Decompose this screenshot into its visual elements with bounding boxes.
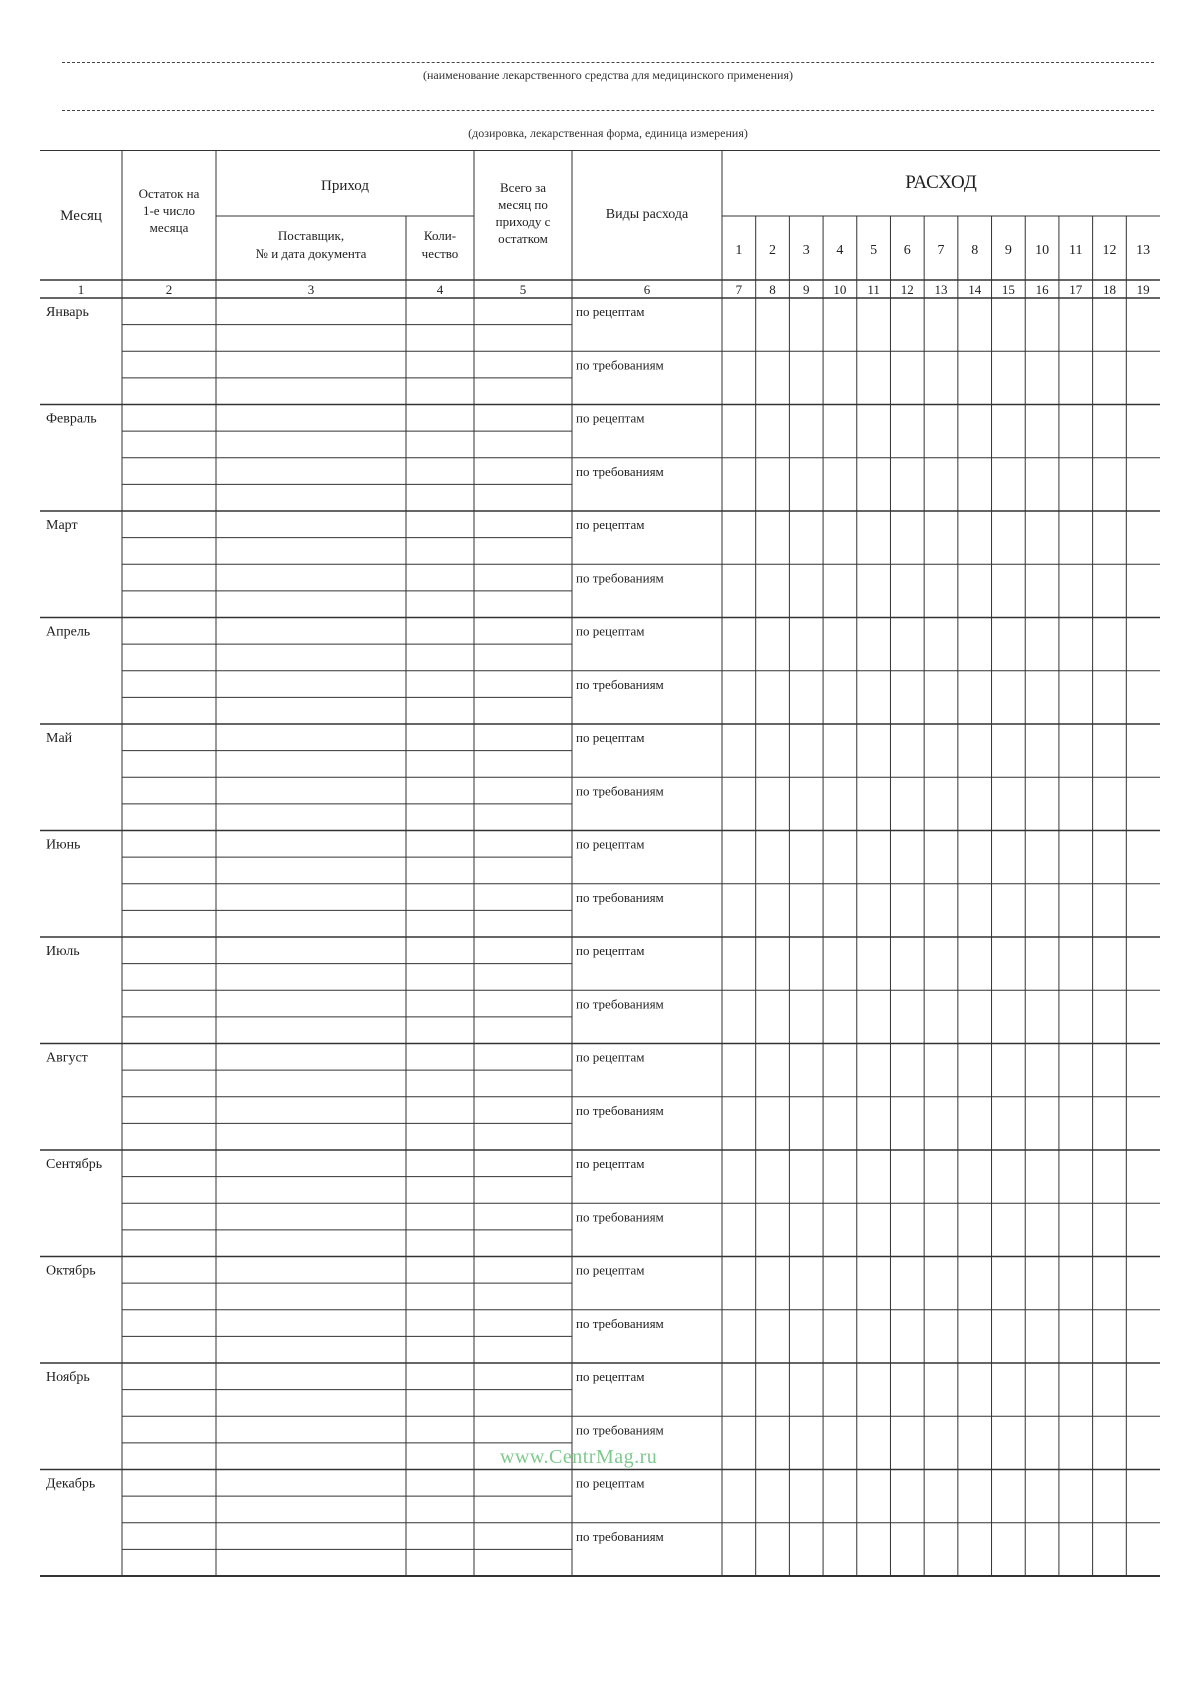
month-label: Июнь xyxy=(46,837,81,853)
expense-kind-requisitions: по требованиям xyxy=(576,1528,664,1544)
header-quantity: чество xyxy=(421,246,459,261)
column-number: 2 xyxy=(165,282,173,297)
header-total: остатком xyxy=(498,231,548,246)
expense-kind-requisitions: по требованиям xyxy=(576,783,664,799)
column-number: 4 xyxy=(436,282,444,297)
expense-kind-requisitions: по требованиям xyxy=(576,570,664,586)
column-number: 7 xyxy=(735,282,743,297)
expense-kind-prescriptions: по рецептам xyxy=(576,1369,645,1384)
column-number: 13 xyxy=(934,282,948,297)
month-label: Январь xyxy=(46,305,89,320)
expense-kind-prescriptions: по рецептам xyxy=(576,730,645,745)
expense-col-label: 1 xyxy=(735,243,743,258)
expense-col-label: 6 xyxy=(903,243,911,258)
column-number: 17 xyxy=(1069,282,1083,297)
column-number: 16 xyxy=(1035,282,1049,297)
column-number: 15 xyxy=(1001,282,1015,297)
header-month: Месяц xyxy=(60,208,102,224)
expense-kind-prescriptions: по рецептам xyxy=(576,1156,645,1171)
expense-col-label: 2 xyxy=(769,243,777,258)
header-balance: месяца xyxy=(149,220,189,235)
ledger-table xyxy=(40,150,1160,1646)
column-number: 14 xyxy=(968,282,982,297)
header-expense-types: Виды расхода xyxy=(605,207,689,222)
expense-col-label: 12 xyxy=(1102,243,1117,258)
expense-kind-prescriptions: по рецептам xyxy=(576,304,645,319)
column-number: 1 xyxy=(77,282,85,297)
expense-kind-prescriptions: по рецептам xyxy=(576,1049,645,1065)
expense-col-label: 11 xyxy=(1069,243,1083,258)
column-number: 3 xyxy=(307,282,315,297)
expense-col-label: 8 xyxy=(971,243,979,258)
month-label: Ноябрь xyxy=(46,1370,90,1385)
header-supplier: Поставщик, xyxy=(277,228,345,243)
column-number: 10 xyxy=(833,282,847,297)
month-label: Апрель xyxy=(46,624,91,640)
expense-kind-prescriptions: по рецептам xyxy=(576,943,645,958)
month-label: Сентябрь xyxy=(46,1157,103,1172)
expense-kind-prescriptions: по рецептам xyxy=(576,836,645,852)
expense-kind-requisitions: по требованиям xyxy=(576,1315,664,1331)
header-total: месяц по xyxy=(498,197,548,212)
column-number: 5 xyxy=(519,282,527,297)
header-total: приходу с xyxy=(495,214,551,229)
month-label: Октябрь xyxy=(46,1263,96,1279)
expense-kind-requisitions: по требованиям xyxy=(576,1209,664,1225)
header-expense: РАСХОД xyxy=(905,172,977,193)
header-supplier: № и дата документа xyxy=(255,246,367,261)
watermark: www.CentrMag.ru xyxy=(500,1446,658,1468)
column-number: 6 xyxy=(643,282,651,297)
dosage-caption: (дозировка, лекарственная форма, единица измерения) xyxy=(468,126,748,140)
column-number: 18 xyxy=(1102,282,1116,297)
expense-col-label: 3 xyxy=(802,243,810,258)
header-total: Всего за xyxy=(499,180,547,195)
dosage-line xyxy=(62,110,1154,111)
drug-name-caption: (наименование лекарственного средства для медицинского применения) xyxy=(423,68,793,82)
expense-kind-requisitions: по требованиям xyxy=(576,463,664,479)
column-number: 19 xyxy=(1136,282,1150,297)
expense-col-label: 9 xyxy=(1004,243,1012,258)
expense-kind-requisitions: по требованиям xyxy=(576,996,664,1012)
header-income: Приход xyxy=(321,178,369,194)
expense-kind-prescriptions: по рецептам xyxy=(576,1262,645,1278)
month-label: Май xyxy=(46,731,73,746)
expense-col-label: 7 xyxy=(937,243,945,258)
month-label: Июль xyxy=(46,944,80,959)
month-label: Декабрь xyxy=(46,1476,96,1492)
expense-col-label: 4 xyxy=(836,243,844,258)
expense-col-label: 13 xyxy=(1136,243,1151,258)
column-number: 11 xyxy=(867,282,880,297)
month-label: Февраль xyxy=(46,411,97,427)
expense-kind-prescriptions: по рецептам xyxy=(576,1475,645,1491)
expense-col-label: 5 xyxy=(870,243,878,258)
month-label: Март xyxy=(46,518,78,533)
column-number: 9 xyxy=(802,282,810,297)
expense-col-label: 10 xyxy=(1035,243,1050,258)
expense-kind-requisitions: по требованиям xyxy=(576,1422,664,1438)
expense-kind-requisitions: по требованиям xyxy=(576,357,664,373)
expense-kind-prescriptions: по рецептам xyxy=(576,517,645,532)
expense-kind-requisitions: по требованиям xyxy=(576,889,664,905)
expense-kind-prescriptions: по рецептам xyxy=(576,623,645,639)
drug-name-line xyxy=(62,62,1154,63)
expense-kind-requisitions: по требованиям xyxy=(576,1102,664,1118)
expense-kind-requisitions: по требованиям xyxy=(576,676,664,692)
expense-kind-prescriptions: по рецептам xyxy=(576,410,645,426)
column-number: 12 xyxy=(900,282,914,297)
header-quantity: Коли- xyxy=(423,228,457,243)
header-balance: Остаток на xyxy=(138,186,200,201)
header-balance: 1-е число xyxy=(142,203,196,218)
column-number: 8 xyxy=(769,282,776,297)
month-label: Август xyxy=(46,1050,88,1066)
